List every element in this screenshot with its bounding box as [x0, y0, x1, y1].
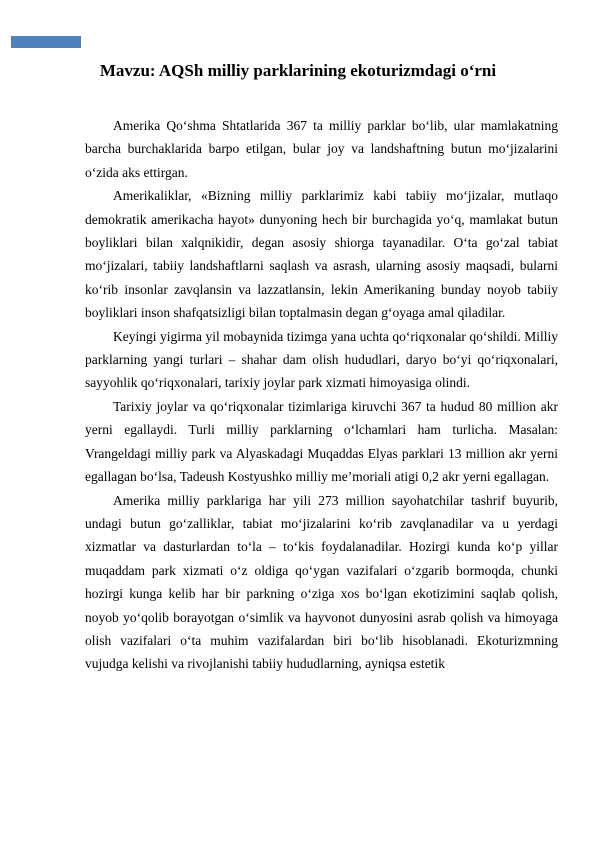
header-bar — [11, 36, 81, 48]
paragraph-1: Amerika Qo‘shma Shtatlarida 367 ta milliy parklar bo‘lib, ular mamlakatning barcha burchaklarida barpo etilgan, bular joy va landshaftning butun mo‘jizalarini o‘zida aks ettirgan. — [85, 118, 558, 180]
paragraph-4: Tarixiy joylar va qo‘riqxonalar tizimlariga kiruvchi 367 ta hudud 80 million akr yerni egallaydi. Turli milliy parklarning o‘lchamlari ham turlicha. Masalan: Vrangeldagi milliy park va Alyaskadagi Muqaddas Elyas parklari 13 million akr yerni egallagan bo‘lsa, Tadeush Kostyushko milliy me’moriali atigi 0,2 akr yerni egallagan. — [85, 398, 558, 485]
page-title: Mavzu: AQSh milliy parklarining ekoturizmdagi o‘rni — [99, 61, 497, 80]
paragraph-2: Amerikaliklar, «Bizning milliy parklarimiz kabi tabiiy mo‘jizalar, mutlaqo demokratik amerikacha hayot» dunyoning hech bir burchagida yo‘q, mamlakat butun boyliklari bilan xalqnikidir, degan asosiy shiorga tayanadilar. O‘ta go‘zal tabiat mo‘jizalari, tabiiy landshaftlarni saqlash va asrash, ularning asosiy maqsadi, bularni ko‘rib insonlar zavqlansin va lazzatlansin, lekin Amerikaning bunday noyob tabiiy boyliklari inson shafqatsizligi bilan toptalmasin degan g‘oyaga amal qiladilar. — [85, 188, 558, 321]
paragraph-5: Amerika milliy parklariga har yili 273 million sayohatchilar tashrif buyurib, undagi butun go‘zalliklar, tabiat mo‘jizalarini ko‘rib zavqlanadilar va u yerdagi xizmatlar va dasturlardan to‘la – to‘kis foydalanadilar. Hozirgi kunda ko‘p yillar muqaddam park xizmati o‘z oldiga qo‘ygan vazifalari o‘zgarib bormoqda, chunki hozirgi kunga kelib har bir parkning o‘ziga xos bo‘lgan ekotizimini saqlab qolish, noyob yo‘qolib borayotgan o‘simlik va hayvonot dunyosini asrab qolish va himoyaga olish vazifalari o‘ta muhim vazifalardan biri bo‘lib hisoblanadi. Ekoturizmning vujudga kelishi va rivojlanishi tabiiy hududlarning, ayniqsa estetik — [85, 492, 558, 672]
document-body — [85, 114, 558, 676]
paragraph-3: Keyingi yigirma yil mobaynida tizimga yana uchta qo‘riqxonalar qo‘shildi. Milliy parklarning yangi turlari – shahar dam olish hududlari, daryo bo‘yi qo‘riqxonalari, sayyohlik qo‘riqxonalari, tarixiy joylar park xizmati himoyasiga olindi. — [85, 328, 558, 391]
